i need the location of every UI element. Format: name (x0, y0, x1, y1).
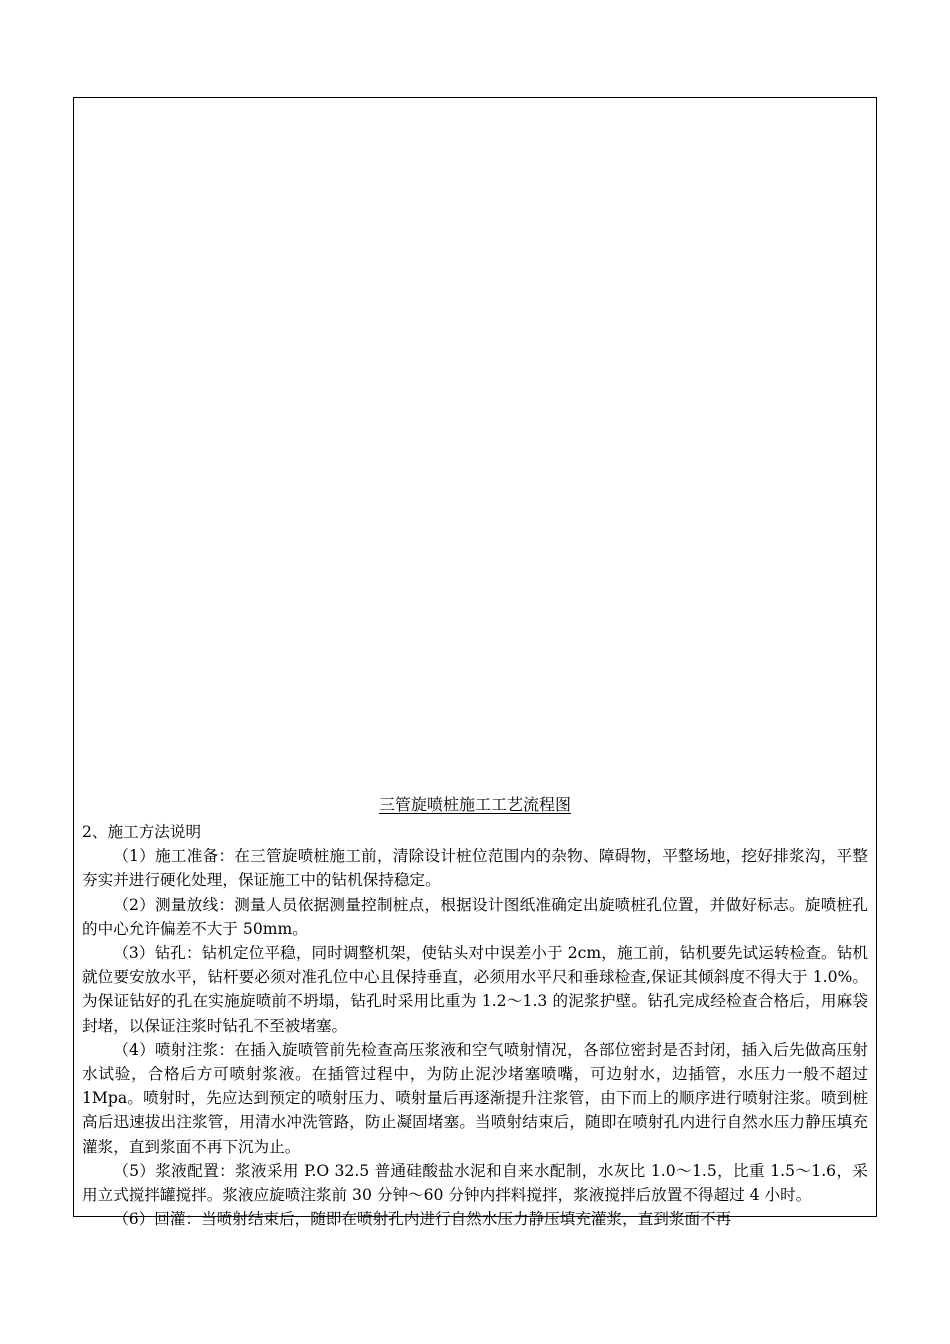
paragraph-slurry-mixing: （5）浆液配置：浆液采用 P.O 32.5 普通硅酸盐水泥和自来水配制，水灰比 1.0～1.5，比重 1.5～1.6，采用立式搅拌罐搅拌。浆液应旋喷注浆前 30 分钟～60 分钟内拌料搅拌，浆液搅拌后放置不得超过 4 小时。 (82, 1161, 868, 1205)
section-heading: 2、施工方法说明 (82, 823, 202, 841)
figure-caption (74, 793, 876, 817)
paragraph-jet-grouting: （4）喷射注浆：在插入旋喷管前先检查高压浆液和空气喷射情况，各部位密封是否封闭，插入后先做高压射水试验，合格后方可喷射浆液。在插管过程中，为防止泥沙堵塞喷嘴，可边射水，边插管，水压力一般不超过 1Mpa。喷射时，先应达到预定的喷射压力、喷射量后再逐渐提升注浆管，由下而上的顺序进行喷射注浆。喷到桩高后迅速拔出注浆管，用清水冲洗管路，防止凝固堵塞。当喷射结束后，随即在喷射孔内进行自然水压力静压填充灌浆，直到浆面不再下沉为止。 (82, 1040, 868, 1156)
section-content (82, 820, 868, 1231)
paragraph-survey: （2）测量放线：测量人员依据测量控制桩点，根据设计图纸准确定出旋喷桩孔位置，并做好标志。旋喷桩孔的中心允许偏差不大于 50mm。 (82, 895, 868, 938)
paragraph-backfill: （6）回灌：当喷射结束后，随即在喷射孔内进行自然水压力静压填充灌浆，直到浆面不再 (113, 1210, 732, 1229)
document-frame (73, 97, 877, 1229)
paragraph-drilling: （3）钻孔：钻机定位平稳，同时调整机架，使钻头对中误差小于 2cm，施工前，钻机要先试运转检查。钻机就位要安放水平，钻杆要必须对准孔位中心且保持垂直，必须用水平尺和垂球检查,保证其倾斜度不得大于 1.0%。为保证钻好的孔在实施旋喷前不坍塌，钻孔时采用比重为 1.2～1.3 的泥浆护壁。钻孔完成经检查合格后，用麻袋封堵，以保证注浆时钻孔不至被堵塞。 (82, 944, 868, 1035)
figure-caption-text: 三管旋喷桩施工工艺流程图 (378, 795, 571, 814)
paragraph-preparation: （1）施工准备：在三管旋喷桩施工前，清除设计桩位范围内的杂物、障碍物，平整场地，挖好排浆沟，平整夯实并进行硬化处理，保证施工中的钻机保持稳定。 (82, 847, 868, 890)
flowchart-diagram-area (74, 98, 876, 688)
